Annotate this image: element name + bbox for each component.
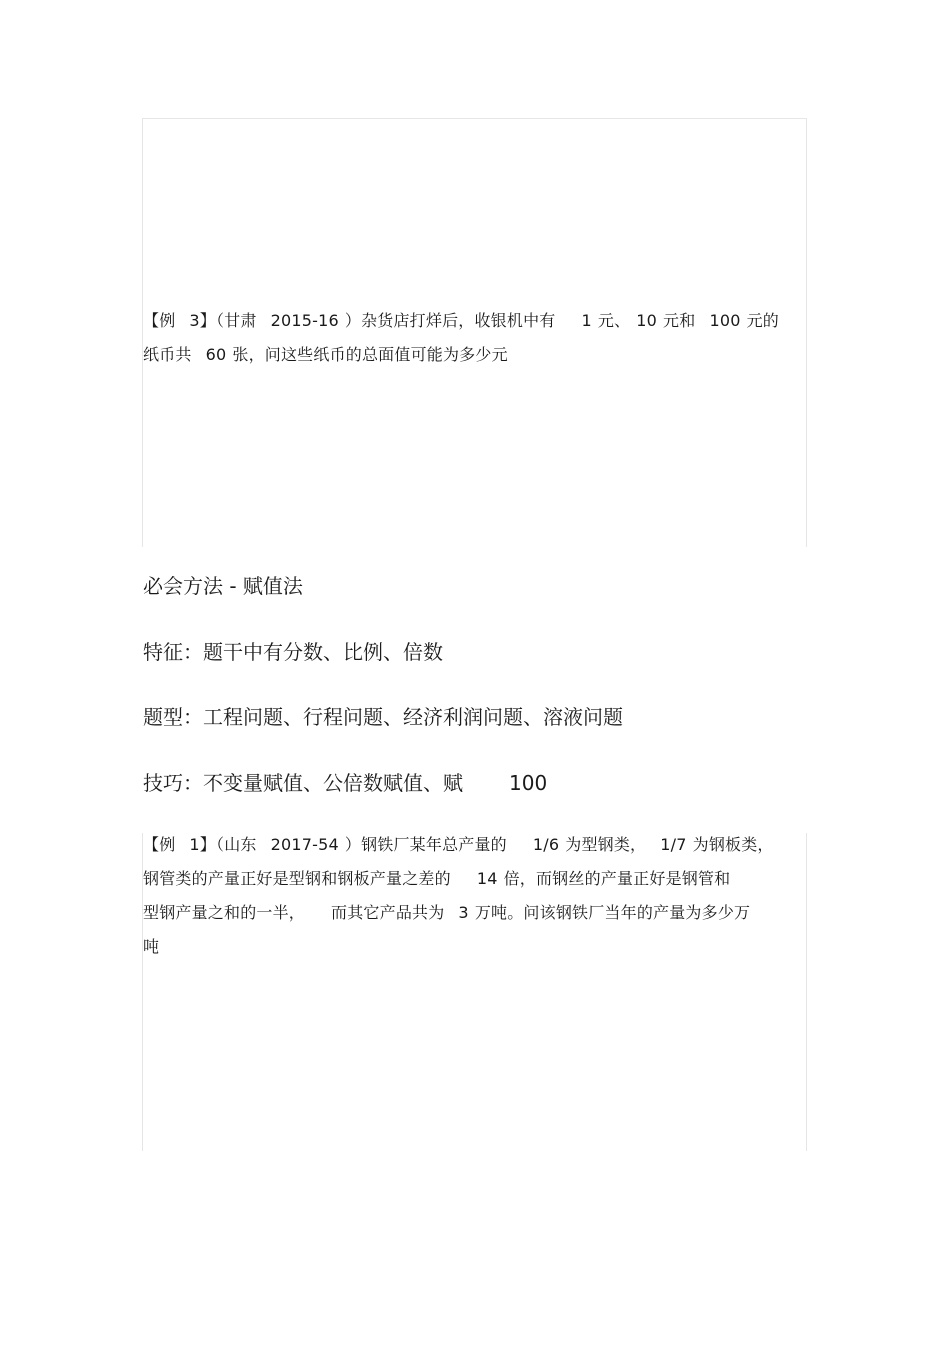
- method-types: 题型：工程问题、行程问题、经济利润问题、溶液问题: [143, 705, 623, 729]
- example-1-line-1: 【例 1】（山东 2017-54 ）钢铁厂某年总产量的 1/6 为型钢类， 1/7 为钢板类，: [143, 835, 774, 854]
- example-1-line-4: 吨: [143, 937, 160, 956]
- method-feature: 特征：题干中有分数、比例、倍数: [143, 640, 443, 664]
- example-3-line-2: 纸币共 60 张，问这些纸币的总面值可能为多少元: [143, 345, 508, 364]
- example-1-frame: [142, 833, 807, 1151]
- example-1-line-2: 钢管类的产量正好是型钢和钢板产量之差的 14 倍，而钢丝的产量正好是钢管和: [143, 869, 731, 888]
- method-title: 必会方法 - 赋值法: [143, 574, 303, 598]
- example-1-line-3: 型钢产量之和的一半， 而其它产品共为 3 万吨。问该钢铁厂当年的产量为多少万: [143, 903, 751, 922]
- example-3-text: [143, 304, 803, 372]
- method-tips: 技巧：不变量赋值、公倍数赋值、赋 100: [143, 771, 548, 795]
- example-3-frame: [142, 118, 807, 547]
- example-3-line-1: 【例 3】（甘肃 2015-16 ）杂货店打烊后，收银机中有 1 元、 10 元和 100 元的: [143, 311, 779, 330]
- example-1-text: [143, 828, 803, 964]
